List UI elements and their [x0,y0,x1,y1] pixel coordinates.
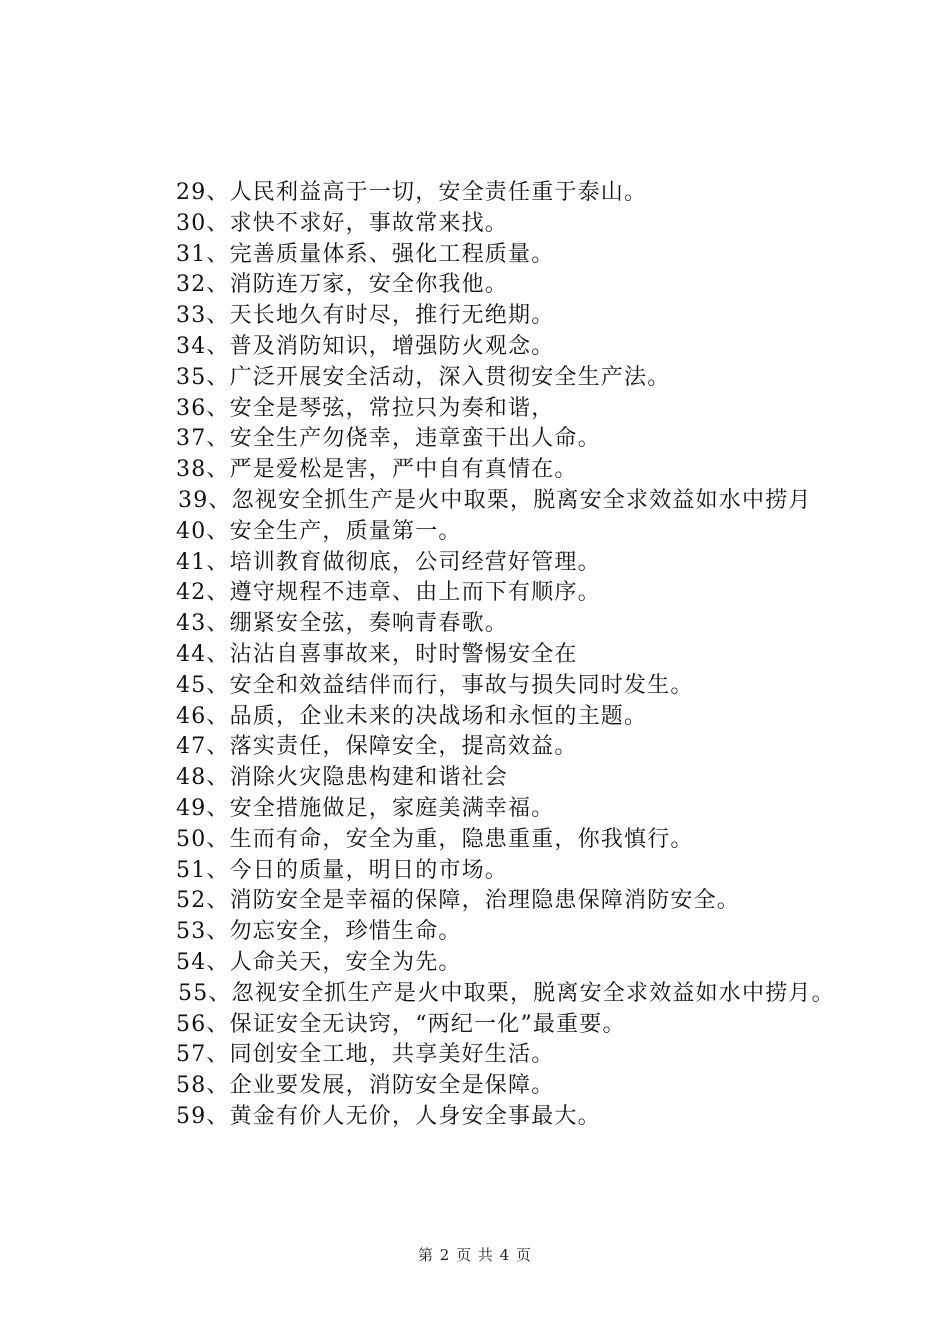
document-body [130,178,835,1133]
page-footer: 第 2 页 共 4 页 [418,1246,532,1264]
slogan-line: 43、绷紧安全弦，奏响青春歌。 [176,611,508,637]
slogan-line: 42、遵守规程不违章、由上而下有顺序。 [176,580,601,606]
slogan-line: 40、安全生产，质量第一。 [176,518,462,544]
slogan-line: 41、培训教育做彻底，公司经营好管理。 [176,549,601,575]
slogan-line: 45、安全和效益结伴而行，事故与损失同时发生。 [176,672,694,698]
slogan-line: 32、消防连万家，安全你我他。 [176,272,508,298]
slogan-line: 44、沾沾自喜事故来，时时警惕安全在 [176,641,578,667]
slogan-line: 30、求快不求好，事故常来找。 [176,210,508,236]
slogan-line: 47、落实责任，保障安全，提高效益。 [176,734,578,760]
slogan-line: 51、今日的质量，明日的市场。 [176,857,508,883]
slogan-paragraph: 55、忽视安全抓生产是火中取栗，脱离安全求效益如水中捞月。 [178,980,835,1006]
slogan-line: 37、安全生产勿侥幸，违章蛮干出人命。 [176,426,601,452]
slogan-line: 48、消除火灾隐患构建和谐社会 [176,765,508,791]
slogan-line: 59、黄金有价人无价，人身安全事最大。 [176,1103,601,1129]
slogan-line: 52、消防安全是幸福的保障，治理隐患保障消防安全。 [176,888,740,914]
slogan-line: 58、企业要发展，消防安全是保障。 [176,1073,555,1099]
slogan-line: 49、安全措施做足，家庭美满幸福。 [176,795,555,821]
slogan-line: 46、品质，企业未来的决战场和永恒的主题。 [176,703,648,729]
slogan-line: 33、天长地久有时尽，推行无绝期。 [176,303,555,329]
slogan-line: 31、完善质量体系、强化工程质量。 [176,241,555,267]
slogan-line: 57、同创安全工地，共享美好生活。 [176,1042,555,1068]
slogan-line: 50、生而有命，安全为重，隐患重重，你我慎行。 [176,826,694,852]
slogan-line: 36、安全是琴弦，常拉只为奏和谐， [176,395,555,421]
slogan-paragraph: 39、忽视安全抓生产是火中取栗，脱离安全求效益如水中捞月 [178,487,812,513]
slogan-line: 38、严是爱松是害，严中自有真情在。 [176,457,578,483]
slogan-line: 53、勿忘安全，珍惜生命。 [176,919,462,945]
slogan-line: 35、广泛开展安全活动，深入贯彻安全生产法。 [176,364,671,390]
slogan-line: 54、人命关天，安全为先。 [176,949,462,975]
slogan-line: 56、保证安全无诀窍，“两纪一化”最重要。 [176,1011,626,1037]
slogan-line: 29、人民利益高于一切，安全责任重于泰山。 [176,180,648,205]
slogan-line: 34、普及消防知识，增强防火观念。 [176,333,555,359]
